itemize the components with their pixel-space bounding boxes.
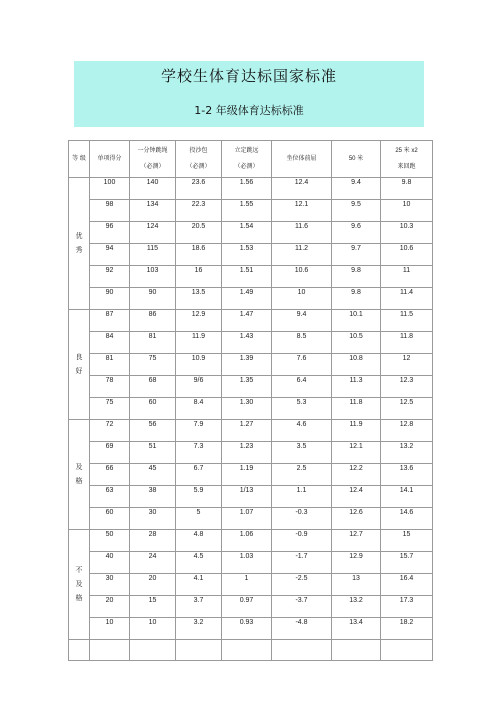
table-cell: 10.3	[381, 222, 433, 244]
table-cell: 12.1	[332, 442, 381, 464]
table-row	[69, 222, 433, 244]
table-cell: 11.9	[332, 420, 381, 442]
table-cell: 17.3	[381, 596, 433, 618]
table-cell: 1.56	[222, 178, 272, 200]
table-cell: 12.5	[381, 398, 433, 420]
table-cell: 11.4	[381, 288, 433, 310]
table-cell: 1.54	[222, 222, 272, 244]
table-cell: 22.3	[176, 200, 222, 222]
table-cell: 6.4	[272, 376, 332, 398]
table-row	[69, 530, 433, 552]
table-cell: 3.5	[272, 442, 332, 464]
table-cell: 68	[130, 376, 176, 398]
table-cell: 12.4	[272, 178, 332, 200]
table-cell: 15	[381, 530, 433, 552]
table-cell: -4.8	[272, 618, 332, 640]
table-cell: 60	[90, 508, 130, 530]
table-cell: 16	[176, 266, 222, 288]
column-header	[272, 141, 332, 178]
table-cell: 7.3	[176, 442, 222, 464]
table-cell: 98	[90, 200, 130, 222]
table-cell: 86	[130, 310, 176, 332]
grade-label-char: 及	[75, 463, 83, 471]
table-cell: 10.8	[332, 354, 381, 376]
table-cell: 100	[90, 178, 130, 200]
table-cell: 14.6	[381, 508, 433, 530]
grade-label-char: 优	[75, 232, 83, 240]
table-cell: 78	[90, 376, 130, 398]
grade-label-char: 格	[75, 477, 83, 485]
table-cell: 90	[130, 288, 176, 310]
table-cell: 20	[130, 574, 176, 596]
table-cell: 103	[130, 266, 176, 288]
table-row	[69, 354, 433, 376]
grade-label	[69, 420, 90, 530]
table-cell: 10.6	[381, 244, 433, 266]
table-cell: 40	[90, 552, 130, 574]
table-cell: 9.6	[332, 222, 381, 244]
table-cell: 60	[130, 398, 176, 420]
column-header-label: 坐位体前屈	[286, 156, 317, 162]
table-cell: 11.6	[272, 222, 332, 244]
grade-label-char: 秀	[75, 246, 83, 254]
table-cell: 12.2	[332, 464, 381, 486]
table-cell: 9.8	[381, 178, 433, 200]
table-cell: 81	[90, 354, 130, 376]
table-cell: 4.6	[272, 420, 332, 442]
table-cell: 4.1	[176, 574, 222, 596]
table-cell: 6.7	[176, 464, 222, 486]
table-cell: 8.5	[272, 332, 332, 354]
grade-label	[69, 530, 90, 640]
table-row	[69, 596, 433, 618]
table-cell: 63	[90, 486, 130, 508]
column-header	[222, 141, 272, 178]
table-cell: 0.97	[222, 596, 272, 618]
table-row	[69, 574, 433, 596]
table-cell-empty	[222, 640, 272, 661]
column-header-line2: 来回跑	[397, 164, 416, 170]
table-cell: 75	[90, 398, 130, 420]
column-header-line1: 立定跳远	[234, 148, 259, 154]
table-cell: -0.3	[272, 508, 332, 530]
table-cell: -3.7	[272, 596, 332, 618]
table-cell: 20.5	[176, 222, 222, 244]
table-row	[69, 464, 433, 486]
page-title: 学校生体育达标国家标准	[160, 67, 337, 85]
table-cell: 9.8	[332, 288, 381, 310]
table-cell: 18.2	[381, 618, 433, 640]
table-cell: 7.9	[176, 420, 222, 442]
table-cell: 3.7	[176, 596, 222, 618]
table-row	[69, 310, 433, 332]
table-cell: 84	[90, 332, 130, 354]
table-row	[69, 266, 433, 288]
table-cell: 9.8	[332, 266, 381, 288]
table-cell: 5.3	[272, 398, 332, 420]
table-cell: 11	[381, 266, 433, 288]
table-cell: 1.49	[222, 288, 272, 310]
table-cell: 12.3	[381, 376, 433, 398]
table-cell: 12.9	[176, 310, 222, 332]
table-cell: 5.9	[176, 486, 222, 508]
table-row	[69, 618, 433, 640]
table-cell: 9.7	[332, 244, 381, 266]
table-cell: 12.9	[332, 552, 381, 574]
table-row	[69, 244, 433, 266]
table-cell: 15.7	[381, 552, 433, 574]
table-cell: 13.6	[381, 464, 433, 486]
table-row	[69, 398, 433, 420]
table-row	[69, 376, 433, 398]
table-cell: 87	[90, 310, 130, 332]
standards-table	[68, 140, 433, 661]
table-cell: 1.07	[222, 508, 272, 530]
grade-label-char: 格	[75, 594, 83, 602]
grade-label-char: 及	[75, 580, 83, 588]
table-row	[69, 178, 433, 200]
table-cell: 9.4	[332, 178, 381, 200]
table-cell: 1.43	[222, 332, 272, 354]
table-cell: 92	[90, 266, 130, 288]
table-cell: 75	[130, 354, 176, 376]
column-header-line2: （必测）	[186, 164, 211, 170]
table-cell: 1.19	[222, 464, 272, 486]
table-cell: 30	[90, 574, 130, 596]
column-header-line2: （必测）	[140, 164, 165, 170]
table-cell: 11.2	[272, 244, 332, 266]
table-cell: 10	[130, 618, 176, 640]
table-cell: 18.6	[176, 244, 222, 266]
column-header	[90, 141, 130, 178]
table-cell: 51	[130, 442, 176, 464]
table-cell: 12.4	[332, 486, 381, 508]
column-header	[381, 141, 433, 178]
table-cell-empty	[381, 640, 433, 661]
table-cell: 66	[90, 464, 130, 486]
table-cell: 4.8	[176, 530, 222, 552]
table-cell: 1.03	[222, 552, 272, 574]
table-cell: 96	[90, 222, 130, 244]
table-blank-row	[69, 640, 433, 661]
table-cell: -1.7	[272, 552, 332, 574]
table-cell: 3.2	[176, 618, 222, 640]
table-cell: 20	[90, 596, 130, 618]
table-cell: 13.2	[381, 442, 433, 464]
table-cell: 45	[130, 464, 176, 486]
column-header-line1: 25 米 x2	[395, 148, 418, 154]
column-header-line1: 一分钟跳绳	[137, 148, 168, 154]
table-cell-empty	[90, 640, 130, 661]
table-cell: 1.39	[222, 354, 272, 376]
table-row	[69, 552, 433, 574]
table-cell-empty	[130, 640, 176, 661]
table-cell: 1.1	[272, 486, 332, 508]
grade-label-char: 好	[75, 367, 83, 375]
table-cell: 11.5	[381, 310, 433, 332]
table-cell: 1.53	[222, 244, 272, 266]
table-cell: 10.5	[332, 332, 381, 354]
grade-label-char: 良	[75, 353, 83, 361]
table-cell: 9/6	[176, 376, 222, 398]
table-cell: 1.47	[222, 310, 272, 332]
table-cell: 38	[130, 486, 176, 508]
table-cell-empty	[272, 640, 332, 661]
table-cell: -0.9	[272, 530, 332, 552]
table-cell: 12.8	[381, 420, 433, 442]
table-cell: 10.6	[272, 266, 332, 288]
column-header-line2: （必测）	[234, 164, 259, 170]
column-header	[130, 141, 176, 178]
column-header-label: 单项得分	[97, 156, 122, 162]
table-row	[69, 508, 433, 530]
table-cell: 1.23	[222, 442, 272, 464]
column-header	[332, 141, 381, 178]
table-row	[69, 200, 433, 222]
table-cell-empty	[176, 640, 222, 661]
table-cell: 1	[222, 574, 272, 596]
table-cell: 124	[130, 222, 176, 244]
table-row	[69, 442, 433, 464]
table-cell: 12.1	[272, 200, 332, 222]
table-cell: 56	[130, 420, 176, 442]
table-cell: 11.8	[381, 332, 433, 354]
table-cell: 13	[332, 574, 381, 596]
table-cell: 10	[90, 618, 130, 640]
table-row	[69, 332, 433, 354]
table-cell: 8.4	[176, 398, 222, 420]
table-cell: 1.51	[222, 266, 272, 288]
table-cell: 2.5	[272, 464, 332, 486]
grade-label	[69, 178, 90, 310]
table-cell: 16.4	[381, 574, 433, 596]
table-cell-empty	[69, 640, 90, 661]
table-row	[69, 288, 433, 310]
column-header	[69, 141, 90, 178]
table-cell: 69	[90, 442, 130, 464]
table-cell: 9.4	[272, 310, 332, 332]
table-cell: 1.27	[222, 420, 272, 442]
table-header-row	[69, 141, 433, 178]
title-banner	[74, 61, 424, 127]
table-cell: 134	[130, 200, 176, 222]
table-cell: 140	[130, 178, 176, 200]
table-cell: 12	[381, 354, 433, 376]
table-cell: 15	[130, 596, 176, 618]
table-cell: 10	[381, 200, 433, 222]
table-cell: 90	[90, 288, 130, 310]
table-cell: 12.7	[332, 530, 381, 552]
table-cell: 94	[90, 244, 130, 266]
page-subtitle: 1-2 年级体育达标标准	[194, 104, 304, 117]
table-cell: 11.8	[332, 398, 381, 420]
table-cell: 13.5	[176, 288, 222, 310]
grade-label	[69, 310, 90, 420]
table-cell: 28	[130, 530, 176, 552]
table-cell: 10.9	[176, 354, 222, 376]
table-cell: 1.06	[222, 530, 272, 552]
grade-label-char: 不	[75, 566, 83, 574]
table-cell: 1/13	[222, 486, 272, 508]
table-cell: 72	[90, 420, 130, 442]
column-header-label: 50 米	[348, 156, 364, 162]
table-cell: 0.93	[222, 618, 272, 640]
table-cell: 13.2	[332, 596, 381, 618]
table-cell: 7.6	[272, 354, 332, 376]
table-cell: 4.5	[176, 552, 222, 574]
table-cell: 1.35	[222, 376, 272, 398]
table-row	[69, 420, 433, 442]
table-cell: 24	[130, 552, 176, 574]
table-cell: 9.5	[332, 200, 381, 222]
table-cell-empty	[332, 640, 381, 661]
table-cell: 23.6	[176, 178, 222, 200]
table-cell: 50	[90, 530, 130, 552]
column-header	[176, 141, 222, 178]
table-row	[69, 486, 433, 508]
table-cell: 30	[130, 508, 176, 530]
table-cell: 10.1	[332, 310, 381, 332]
table-cell: 11.3	[332, 376, 381, 398]
table-cell: 1.55	[222, 200, 272, 222]
table-cell: 12.6	[332, 508, 381, 530]
table-cell: 5	[176, 508, 222, 530]
table-cell: 11.9	[176, 332, 222, 354]
column-header-line1: 投沙包	[189, 148, 208, 154]
table-cell: 1.30	[222, 398, 272, 420]
table-cell: 115	[130, 244, 176, 266]
table-cell: 10	[272, 288, 332, 310]
table-cell: 14.1	[381, 486, 433, 508]
table-cell: -2.5	[272, 574, 332, 596]
column-header-label: 等 级	[72, 156, 86, 162]
table-cell: 81	[130, 332, 176, 354]
table-cell: 13.4	[332, 618, 381, 640]
